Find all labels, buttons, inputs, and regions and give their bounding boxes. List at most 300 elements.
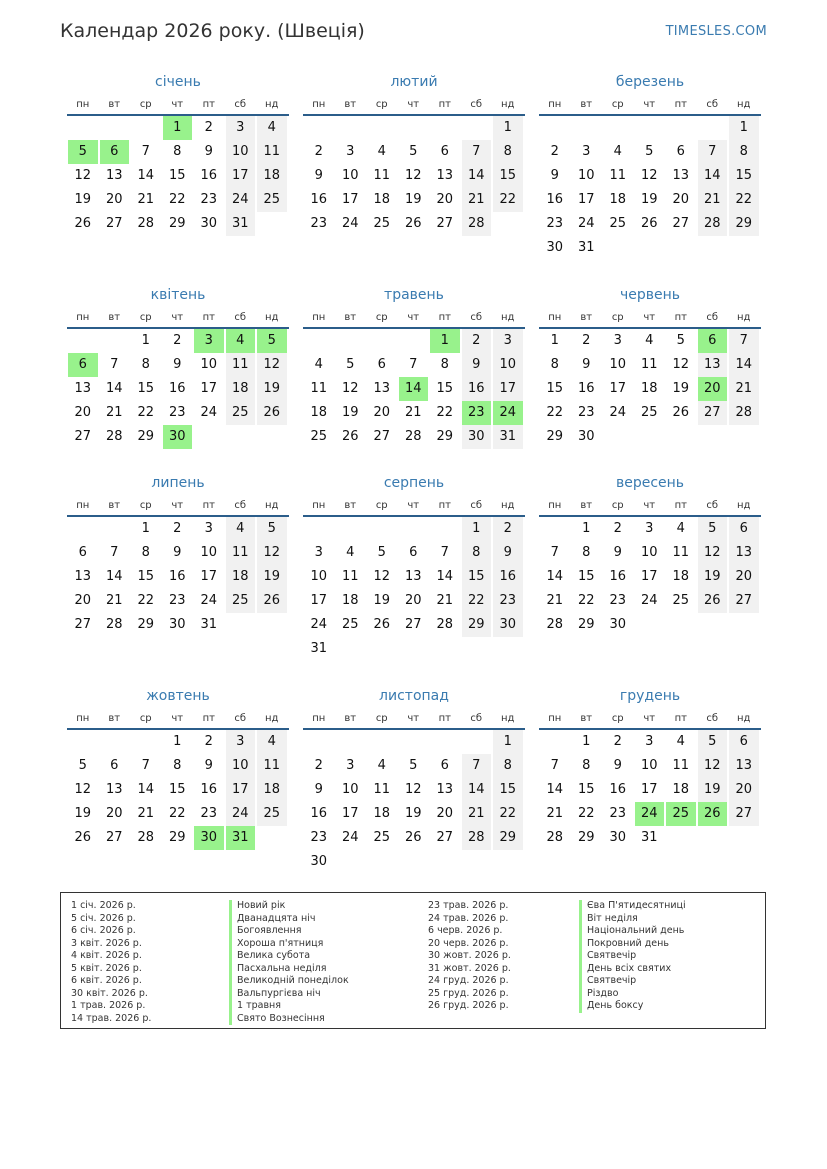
weekday-label: сб (706, 312, 719, 323)
day-cell: 9 (314, 782, 323, 797)
day-cell: 3 (346, 144, 355, 159)
day-cell: 14 (137, 168, 155, 183)
weekday-label: вт (344, 713, 357, 724)
empty-cell (304, 329, 334, 353)
day-cell: 14 (105, 569, 123, 584)
legend-holiday-name: Покровний день (579, 938, 686, 951)
day-cell: 2 (204, 120, 213, 135)
days-grid (67, 116, 289, 236)
day-cell: 2 (493, 517, 523, 541)
day-cell: 5 (645, 144, 654, 159)
day-cell: 9 (204, 144, 213, 159)
day-cell: 17 (493, 377, 523, 401)
weekday-label: сб (470, 500, 483, 511)
day-cell: 10 (640, 758, 658, 773)
day-cell: 19 (640, 192, 658, 207)
day-cell: 22 (462, 589, 492, 613)
day-cell: 28 (698, 212, 728, 236)
day-cell: 6 (409, 545, 418, 560)
day-cell: 1 (550, 333, 559, 348)
month-name: січень (155, 74, 201, 90)
holiday-day-cell: 24 (493, 401, 523, 425)
holiday-legend (60, 892, 766, 1029)
day-cell: 27 (729, 802, 759, 826)
day-cell: 30 (577, 429, 595, 444)
day-cell: 22 (493, 188, 523, 212)
day-cell: 6 (377, 357, 386, 372)
empty-cell (336, 730, 366, 754)
day-cell: 12 (404, 782, 422, 797)
day-cell: 23 (546, 216, 564, 231)
day-cell: 28 (137, 216, 155, 231)
day-cell: 21 (462, 188, 492, 212)
day-cell: 2 (462, 329, 492, 353)
legend-names-right (579, 900, 686, 1013)
day-cell: 15 (137, 569, 155, 584)
day-cell: 2 (613, 734, 622, 749)
empty-cell (540, 116, 570, 140)
day-cell: 8 (582, 545, 591, 560)
day-cell: 28 (729, 401, 759, 425)
day-cell: 11 (609, 168, 627, 183)
legend-date: 30 жовт. 2026 р. (428, 950, 511, 961)
day-cell: 26 (404, 216, 422, 231)
day-cell: 19 (74, 806, 92, 821)
day-cell: 4 (226, 517, 256, 541)
day-cell: 5 (377, 545, 386, 560)
day-cell: 21 (729, 377, 759, 401)
day-cell: 24 (341, 830, 359, 845)
legend-date: 1 січ. 2026 р. (71, 900, 136, 911)
day-cell: 15 (577, 569, 595, 584)
day-cell: 25 (226, 589, 256, 613)
month-name: серпень (383, 475, 445, 491)
day-cell: 16 (493, 565, 523, 589)
day-cell: 25 (640, 405, 658, 420)
weekday-label: нд (737, 500, 751, 511)
day-cell: 8 (440, 357, 449, 372)
weekday-label: нд (265, 312, 279, 323)
legend-date: 6 квіт. 2026 р. (71, 975, 142, 986)
legend-date: 25 груд. 2026 р. (428, 987, 509, 999)
day-cell: 7 (462, 140, 492, 164)
day-cell: 22 (493, 802, 523, 826)
day-cell: 28 (546, 830, 564, 845)
legend-dates-left (71, 900, 151, 1025)
day-cell: 10 (609, 357, 627, 372)
day-cell: 24 (640, 593, 658, 608)
day-cell: 7 (440, 545, 449, 560)
holiday-day-cell: 30 (194, 826, 224, 850)
day-cell: 27 (672, 216, 690, 231)
empty-cell (540, 517, 570, 541)
day-cell: 4 (645, 333, 654, 348)
day-cell: 29 (493, 826, 523, 850)
weekday-label: ср (375, 99, 388, 110)
weekday-label: чт (171, 99, 184, 110)
month-name: липень (151, 475, 205, 491)
day-cell: 31 (493, 425, 523, 449)
weekday-label: пн (548, 713, 562, 724)
day-cell: 9 (173, 357, 182, 372)
day-cell: 27 (729, 589, 759, 613)
day-cell: 9 (493, 541, 523, 565)
empty-cell (68, 730, 98, 754)
day-cell: 29 (168, 216, 186, 231)
weekday-label: ср (139, 99, 152, 110)
day-cell: 26 (373, 617, 391, 632)
weekday-label: чт (407, 713, 420, 724)
days-grid (67, 517, 289, 637)
day-cell: 13 (436, 168, 454, 183)
empty-cell (336, 329, 366, 353)
day-cell: 30 (200, 216, 218, 231)
weekday-label: вт (580, 312, 593, 323)
legend-date: 6 черв. 2026 р. (428, 925, 503, 936)
day-cell: 3 (314, 545, 323, 560)
holiday-day-cell: 6 (68, 353, 98, 377)
month-10 (67, 686, 289, 850)
weekday-label: чт (171, 713, 184, 724)
day-cell: 11 (672, 545, 690, 560)
day-cell: 19 (404, 192, 422, 207)
day-cell: 29 (436, 429, 454, 444)
day-cell: 29 (137, 617, 155, 632)
weekday-label: вт (580, 99, 593, 110)
weekday-label: пн (548, 312, 562, 323)
day-cell: 12 (74, 782, 92, 797)
weekday-label: ср (611, 500, 624, 511)
weekday-label: сб (706, 713, 719, 724)
day-cell: 22 (168, 806, 186, 821)
weekday-label: пт (674, 99, 687, 110)
day-cell: 2 (173, 521, 182, 536)
day-cell: 12 (74, 168, 92, 183)
weekday-label: чт (171, 500, 184, 511)
day-cell: 15 (436, 381, 454, 396)
weekday-label: нд (501, 99, 515, 110)
day-cell: 21 (137, 806, 155, 821)
empty-cell (635, 116, 665, 140)
day-cell: 12 (257, 541, 287, 565)
holiday-day-cell: 1 (163, 116, 193, 140)
day-cell: 15 (493, 164, 523, 188)
month-name: квітень (150, 287, 206, 303)
day-cell: 9 (204, 758, 213, 773)
day-cell: 23 (609, 806, 627, 821)
day-cell: 3 (645, 734, 654, 749)
day-cell: 30 (462, 425, 492, 449)
day-cell: 26 (257, 401, 287, 425)
day-cell: 17 (310, 593, 328, 608)
day-cell: 12 (257, 353, 287, 377)
day-cell: 10 (493, 353, 523, 377)
weekday-label: нд (501, 713, 515, 724)
day-cell: 25 (373, 830, 391, 845)
day-cell: 29 (729, 212, 759, 236)
day-cell: 10 (226, 754, 256, 778)
day-cell: 13 (729, 754, 759, 778)
day-cell: 29 (168, 830, 186, 845)
day-cell: 27 (105, 830, 123, 845)
legend-holiday-name: Святвечір (579, 950, 686, 963)
day-cell: 16 (168, 381, 186, 396)
holiday-day-cell: 5 (68, 140, 98, 164)
day-cell: 27 (436, 216, 454, 231)
day-cell: 1 (493, 730, 523, 754)
day-cell: 25 (609, 216, 627, 231)
day-cell: 28 (105, 617, 123, 632)
legend-dates-right (428, 900, 511, 1013)
weekday-header (67, 710, 289, 730)
weekday-label: сб (706, 99, 719, 110)
weekday-label: вт (580, 500, 593, 511)
day-cell: 1 (141, 333, 150, 348)
day-cell: 2 (613, 521, 622, 536)
empty-cell (430, 730, 460, 754)
month-12 (539, 686, 761, 850)
day-cell: 19 (257, 565, 287, 589)
day-cell: 2 (204, 734, 213, 749)
day-cell: 2 (314, 144, 323, 159)
days-grid (539, 329, 761, 449)
empty-cell (367, 116, 397, 140)
day-cell: 7 (141, 758, 150, 773)
legend-holiday-name: Велика субота (229, 950, 349, 963)
weekday-label: пн (548, 500, 562, 511)
day-cell: 20 (404, 593, 422, 608)
day-cell: 20 (373, 405, 391, 420)
weekday-label: пн (76, 713, 90, 724)
day-cell: 7 (110, 545, 119, 560)
month-4 (67, 285, 289, 449)
day-cell: 5 (78, 758, 87, 773)
day-cell: 9 (613, 758, 622, 773)
day-cell: 26 (640, 216, 658, 231)
day-cell: 18 (672, 782, 690, 797)
day-cell: 22 (137, 405, 155, 420)
month-8 (303, 473, 525, 661)
day-cell: 1 (493, 116, 523, 140)
weekday-label: чт (171, 312, 184, 323)
day-cell: 9 (314, 168, 323, 183)
day-cell: 29 (137, 429, 155, 444)
day-cell: 8 (141, 545, 150, 560)
day-cell: 3 (613, 333, 622, 348)
day-cell: 8 (173, 758, 182, 773)
day-cell: 4 (257, 730, 287, 754)
weekday-label: пт (202, 500, 215, 511)
day-cell: 7 (409, 357, 418, 372)
day-cell: 5 (698, 730, 728, 754)
empty-cell (430, 116, 460, 140)
day-cell: 28 (546, 617, 564, 632)
month-name: травень (384, 287, 444, 303)
day-cell: 20 (436, 806, 454, 821)
holiday-day-cell: 31 (226, 826, 256, 850)
empty-cell (304, 730, 334, 754)
weekday-label: чт (643, 713, 656, 724)
weekday-header (67, 96, 289, 116)
weekday-label: нд (265, 713, 279, 724)
weekday-header (539, 497, 761, 517)
day-cell: 12 (404, 168, 422, 183)
month-5 (303, 285, 525, 449)
day-cell: 1 (582, 734, 591, 749)
month-3 (539, 72, 761, 260)
legend-date: 20 черв. 2026 р. (428, 937, 509, 949)
day-cell: 20 (729, 778, 759, 802)
weekday-label: пн (76, 500, 90, 511)
day-cell: 7 (550, 545, 559, 560)
empty-cell (336, 116, 366, 140)
holiday-day-cell: 30 (163, 425, 193, 449)
empty-cell (68, 116, 98, 140)
month-1 (67, 72, 289, 236)
day-cell: 28 (105, 429, 123, 444)
empty-cell (367, 517, 397, 541)
day-cell: 15 (493, 778, 523, 802)
day-cell: 8 (729, 140, 759, 164)
day-cell: 13 (672, 168, 690, 183)
day-cell: 26 (672, 405, 690, 420)
days-grid (67, 329, 289, 449)
day-cell: 18 (672, 569, 690, 584)
day-cell: 13 (74, 569, 92, 584)
day-cell: 7 (698, 140, 728, 164)
day-cell: 15 (577, 782, 595, 797)
empty-cell (68, 517, 98, 541)
day-cell: 3 (645, 521, 654, 536)
day-cell: 11 (341, 569, 359, 584)
day-cell: 15 (168, 782, 186, 797)
weekday-label: пн (312, 312, 326, 323)
day-cell: 4 (676, 521, 685, 536)
day-cell: 26 (404, 830, 422, 845)
weekday-label: пн (312, 500, 326, 511)
legend-holiday-name: 1 травня (229, 1000, 349, 1013)
day-cell: 16 (310, 192, 328, 207)
empty-cell (131, 116, 161, 140)
day-cell: 1 (582, 521, 591, 536)
month-2 (303, 72, 525, 236)
day-cell: 31 (577, 240, 595, 255)
days-grid (303, 517, 525, 661)
holiday-day-cell: 25 (666, 802, 696, 826)
weekday-label: сб (234, 500, 247, 511)
month-9 (539, 473, 761, 637)
legend-date: 26 груд. 2026 р. (428, 1000, 509, 1011)
weekday-label: ср (375, 713, 388, 724)
month-7 (67, 473, 289, 637)
day-cell: 7 (729, 329, 759, 353)
day-cell: 8 (141, 357, 150, 372)
empty-cell (131, 730, 161, 754)
weekday-label: вт (108, 500, 121, 511)
day-cell: 25 (257, 802, 287, 826)
legend-date: 6 січ. 2026 р. (71, 925, 136, 936)
day-cell: 18 (257, 778, 287, 802)
day-cell: 9 (613, 545, 622, 560)
day-cell: 23 (577, 405, 595, 420)
day-cell: 23 (310, 830, 328, 845)
day-cell: 7 (110, 357, 119, 372)
weekday-label: пн (312, 713, 326, 724)
day-cell: 13 (105, 782, 123, 797)
day-cell: 6 (729, 730, 759, 754)
page-title: Календар 2026 року. (Швеція) (60, 20, 365, 42)
legend-holiday-name: Різдво (579, 988, 686, 1001)
day-cell: 28 (462, 212, 492, 236)
day-cell: 13 (404, 569, 422, 584)
weekday-label: сб (470, 99, 483, 110)
empty-cell (367, 730, 397, 754)
weekday-label: нд (737, 99, 751, 110)
day-cell: 14 (436, 569, 454, 584)
day-cell: 1 (173, 734, 182, 749)
day-cell: 31 (640, 830, 658, 845)
day-cell: 11 (257, 140, 287, 164)
weekday-label: сб (234, 99, 247, 110)
weekday-label: вт (344, 500, 357, 511)
weekday-label: ср (139, 713, 152, 724)
brand-link[interactable]: TIMESLES.COM (665, 24, 767, 39)
day-cell: 27 (74, 429, 92, 444)
day-cell: 2 (173, 333, 182, 348)
day-cell: 13 (729, 541, 759, 565)
legend-date: 23 трав. 2026 р. (428, 900, 509, 911)
weekday-header (303, 497, 525, 517)
month-name: лютий (390, 74, 438, 90)
weekday-header (67, 497, 289, 517)
day-cell: 8 (582, 758, 591, 773)
day-cell: 16 (462, 377, 492, 401)
day-cell: 11 (226, 353, 256, 377)
day-cell: 10 (341, 782, 359, 797)
day-cell: 12 (373, 569, 391, 584)
day-cell: 13 (436, 782, 454, 797)
day-cell: 20 (672, 192, 690, 207)
weekday-header (303, 96, 525, 116)
day-cell: 25 (310, 429, 328, 444)
day-cell: 23 (168, 405, 186, 420)
weekday-header (539, 309, 761, 329)
day-cell: 22 (168, 192, 186, 207)
day-cell: 5 (257, 517, 287, 541)
day-cell: 19 (74, 192, 92, 207)
legend-holiday-name: Дванадцята ніч (229, 913, 349, 926)
day-cell: 21 (698, 188, 728, 212)
legend-holiday-name: Пасхальна неділя (229, 963, 349, 976)
legend-holiday-name: Новий рік (229, 900, 349, 913)
days-grid (67, 730, 289, 850)
empty-cell (100, 116, 130, 140)
day-cell: 6 (440, 758, 449, 773)
weekday-label: ср (611, 99, 624, 110)
day-cell: 4 (346, 545, 355, 560)
day-cell: 25 (226, 401, 256, 425)
day-cell: 10 (226, 140, 256, 164)
day-cell: 20 (436, 192, 454, 207)
day-cell: 18 (341, 593, 359, 608)
day-cell: 13 (105, 168, 123, 183)
weekday-label: пн (76, 99, 90, 110)
day-cell: 14 (105, 381, 123, 396)
day-cell: 27 (698, 401, 728, 425)
day-cell: 29 (577, 617, 595, 632)
empty-cell (304, 116, 334, 140)
day-cell: 17 (609, 381, 627, 396)
